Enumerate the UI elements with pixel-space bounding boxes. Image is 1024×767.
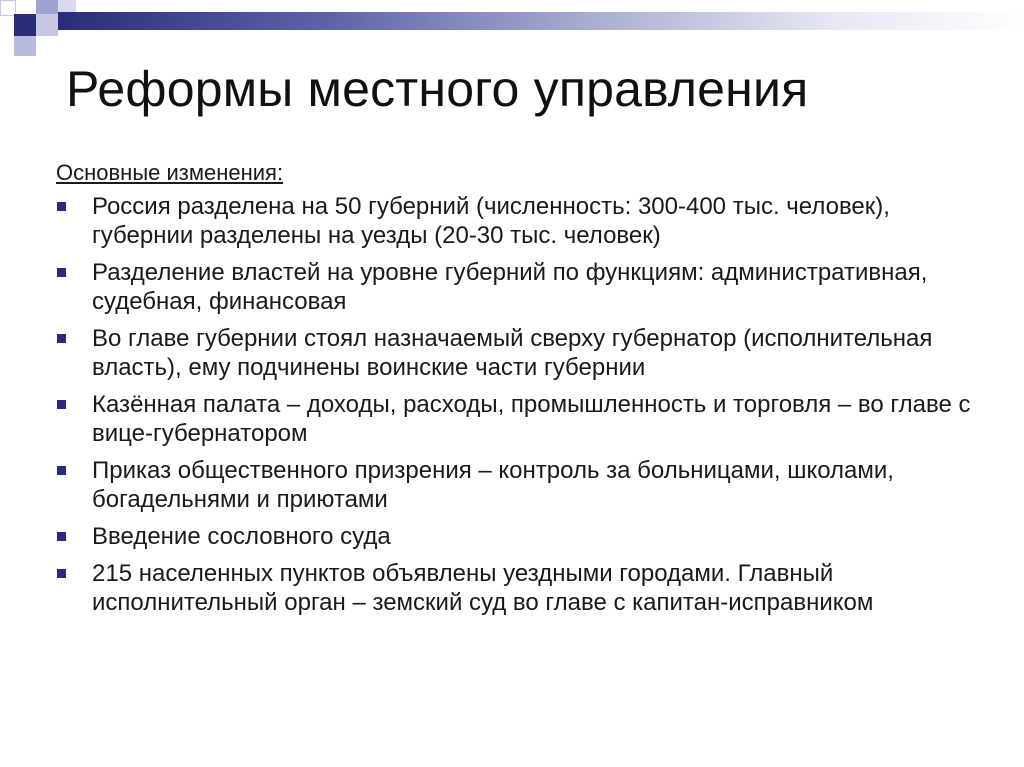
bullet-item (54, 456, 994, 514)
bullet-text: Россия разделена на 50 губерний (численность: 300-400 тыс. человек), губернии разделены на уезды (20-30 тыс. человек) (92, 193, 890, 250)
square-bullet-icon (57, 334, 66, 343)
bullet-item (54, 522, 994, 551)
corner-decoration-square (36, 0, 58, 14)
square-bullet-icon (57, 268, 66, 277)
square-bullet-icon (57, 400, 66, 409)
subheading: Основные изменения: (56, 160, 284, 185)
bullet-text: Во главе губернии стоял назначаемый сверху губернатор (исполнительная власть), ему подчинены воинские части губернии (92, 325, 933, 382)
corner-decoration-square (14, 14, 36, 36)
bullet-item (54, 559, 994, 617)
slide-title: Реформы местного управления (66, 61, 809, 117)
square-bullet-icon (57, 466, 66, 475)
bullet-text: Приказ общественного призрения – контроль за больницами, школами, богадельнями и приютами (92, 457, 894, 514)
corner-decoration-square (58, 0, 76, 12)
bullet-text: Разделение властей на уровне губерний по функциям: административная, судебная, финансовая (92, 259, 928, 316)
corner-decoration-square (14, 36, 36, 56)
square-bullet-icon (57, 202, 66, 211)
corner-decoration-square (36, 14, 58, 36)
bullet-item (54, 390, 994, 448)
square-bullet-icon (57, 569, 66, 578)
bullet-item (54, 192, 994, 250)
bullet-item (54, 258, 994, 316)
bullet-text: 215 населенных пунктов объявлены уездными городами. Главный исполнительный орган – земский суд во главе с капитан-исправником (92, 560, 874, 617)
bullet-item (54, 324, 994, 382)
bullet-text: Казённая палата – доходы, расходы, промышленность и торговля – во главе с вице-губернатором (92, 391, 971, 448)
bullet-text: Введение сословного суда (92, 523, 391, 551)
header-gradient-bar (58, 12, 1024, 30)
square-bullet-icon (57, 532, 66, 541)
slide-body (54, 160, 994, 625)
bullet-list (54, 192, 994, 617)
